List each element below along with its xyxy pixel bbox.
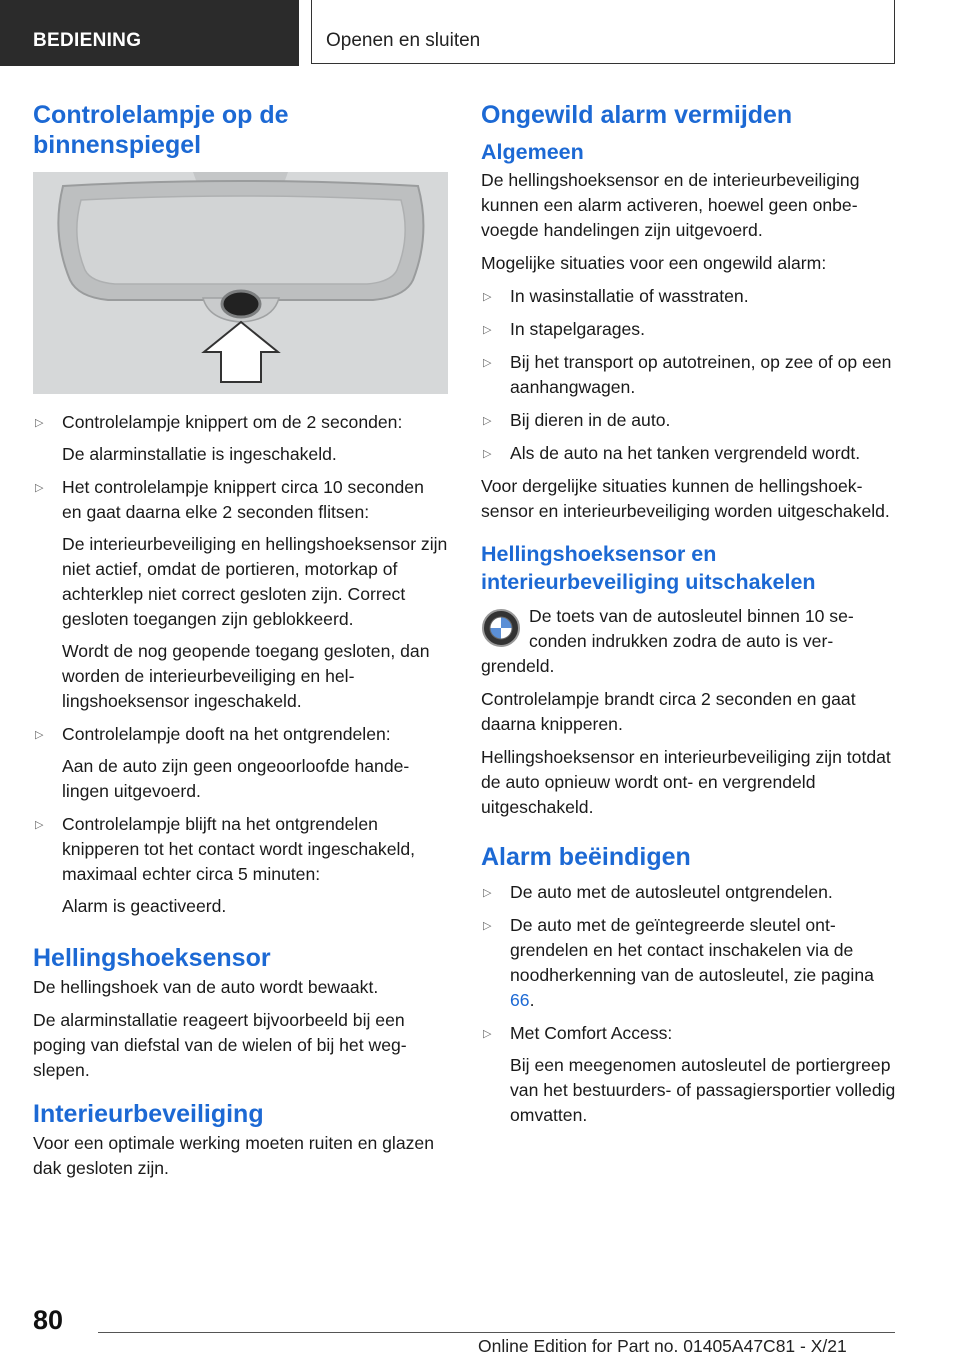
section-tab — [0, 0, 299, 66]
heading-avoid-false-alarm: Ongewild alarm vermijden — [481, 101, 793, 129]
list-item-result: Alarm is geactiveerd. — [62, 896, 227, 916]
footer-divider — [98, 1332, 895, 1333]
paragraph: Voor dergelijke situaties kunnen de hellingshoeksensor en interieurbeveiliging worden uitgeschakeld. — [481, 476, 890, 521]
list-item-text: Het controlelampje knippert circa 10 seconden en gaat daarna elke 2 seconden flitsen: — [62, 477, 424, 522]
chapter-title: Openen en sluiten — [326, 30, 481, 51]
paragraph-key-instruction — [481, 604, 896, 679]
left-column — [33, 100, 448, 1189]
list-item — [481, 350, 896, 400]
paragraph: Voor een optimale werking moeten ruiten en glazen dak gesloten zijn. — [33, 1133, 434, 1178]
bullet-marker: ▷ — [483, 887, 492, 899]
mirror-illustration-svg — [33, 172, 448, 394]
situations-list — [481, 284, 896, 466]
page-number: 80 — [33, 1305, 64, 1335]
list-item-text: Controlelampje knippert om de 2 seconden: — [62, 412, 403, 432]
mirror-illustration — [33, 172, 448, 394]
paragraph: Hellingshoeksensor en interieurbeveiliging zijn totdat de auto opnieuw wordt ont- en vergrendeld uitgeschakeld. — [481, 747, 891, 817]
section-title: BEDIENING — [33, 30, 142, 51]
list-item — [481, 913, 896, 1013]
bullet-marker: ▷ — [483, 357, 492, 369]
bullet-marker: ▷ — [35, 417, 44, 429]
list-item — [33, 475, 448, 714]
key-instruction-text: De toets van de autosleutel binnen 10 seconden indrukken zodra de auto is vergrendeld. — [481, 606, 854, 676]
list-item — [481, 408, 896, 433]
chapter-tab — [311, 0, 895, 64]
list-item-result: Bij een meegenomen autosleutel de portiergreep van het bestuurders- of passagiersportier volledig omvatten. — [510, 1055, 896, 1125]
paragraph: De hellingshoeksensor en de interieurbeveiliging kunnen een alarm activeren, hoewel geen onbevoegde handelingen zijn uitgevoerd. — [481, 170, 860, 240]
page-header — [0, 0, 960, 66]
indicator-states-list — [33, 410, 448, 919]
heading-tilt-sensor: Hellingshoeksensor — [33, 944, 271, 972]
paragraph: Mogelijke situaties voor een ongewild alarm: — [481, 253, 827, 273]
bullet-marker: ▷ — [483, 920, 492, 932]
bullet-marker: ▷ — [483, 448, 492, 460]
list-item-text: In wasinstallatie of wasstraten. — [510, 286, 749, 306]
list-item — [33, 410, 448, 467]
paragraph: De hellingshoek van de auto wordt bewaakt. — [33, 977, 379, 997]
heading-general: Algemeen — [481, 140, 584, 164]
list-item-result: De alarminstallatie is ingeschakeld. — [62, 444, 337, 464]
bullet-marker: ▷ — [483, 291, 492, 303]
list-item-text: De auto met de autosleutel ontgrendelen. — [510, 882, 833, 902]
list-item-text: Controlelampje dooft na het ontgrendelen: — [62, 724, 391, 744]
heading-disable-sensors: Hellingshoeksensor en interieurbeveiliging uitschakelen — [481, 542, 816, 594]
bullet-marker: ▷ — [483, 1028, 492, 1040]
list-item — [481, 1021, 896, 1128]
right-column — [481, 100, 896, 1136]
list-item-result: Wordt de nog geopende toegang gesloten, dan worden de interieurbeveiliging en hellingshoeksensor ingeschakeld. — [62, 641, 430, 711]
bullet-marker: ▷ — [483, 415, 492, 427]
end-alarm-list — [481, 880, 896, 1128]
bullet-marker: ▷ — [35, 729, 44, 741]
list-item — [481, 880, 896, 905]
edition-info: Online Edition for Part no. 01405A47C81 - X/21 — [478, 1336, 847, 1356]
paragraph: Controlelampje brandt circa 2 seconden en gaat daarna knipperen. — [481, 689, 856, 734]
bullet-marker: ▷ — [483, 324, 492, 336]
list-item-text: Controlelampje blijft na het ontgrendelen knipperen tot het contact wordt ingeschakeld, maximaal echter circa 5 minuten: — [62, 814, 416, 884]
page-footer — [0, 1300, 960, 1362]
list-item — [481, 317, 896, 342]
bullet-marker: ▷ — [35, 819, 44, 831]
list-item-text: Als de auto na het tanken vergrendeld wordt. — [510, 443, 861, 463]
list-item-text: In stapelgarages. — [510, 319, 645, 339]
list-item-result: Aan de auto zijn geen ongeoorloofde handelingen uitgevoerd. — [62, 756, 410, 801]
list-item-text-end: . — [529, 990, 535, 1010]
paragraph: De alarminstallatie reageert bijvoorbeeld bij een poging van diefstal van de wielen of bij het wegslepen. — [33, 1010, 407, 1080]
list-item-text: Bij dieren in de auto. — [510, 410, 671, 430]
list-item-result: De interieurbeveiliging en hellingshoeksensor zijn niet actief, omdat de portieren, motorkap of achterklep niet correct gesloten zijn. Correct gesloten toegangen zijn geblokkeerd. — [62, 534, 448, 629]
car-key-icon — [481, 608, 521, 648]
page-reference-link[interactable]: 66 — [510, 990, 530, 1010]
heading-mirror-indicator: Controlelampje op de binnenspiegel — [33, 101, 289, 159]
list-item-text: Met Comfort Access: — [510, 1023, 673, 1043]
heading-end-alarm: Alarm beëindigen — [481, 843, 691, 871]
list-item — [33, 812, 448, 919]
bullet-marker: ▷ — [35, 482, 44, 494]
list-item — [481, 284, 896, 309]
list-item — [33, 722, 448, 804]
heading-interior-protection: Interieurbeveiliging — [33, 1100, 264, 1128]
list-item-text: Bij het transport op autotreinen, op zee of op een aanhangwagen. — [510, 352, 892, 397]
list-item — [481, 441, 896, 466]
list-item-text: De auto met de geïntegreerde sleutel ontgrendelen en het contact inschakelen via de noodherkenning van de autosleutel, zie pagina — [510, 915, 874, 985]
